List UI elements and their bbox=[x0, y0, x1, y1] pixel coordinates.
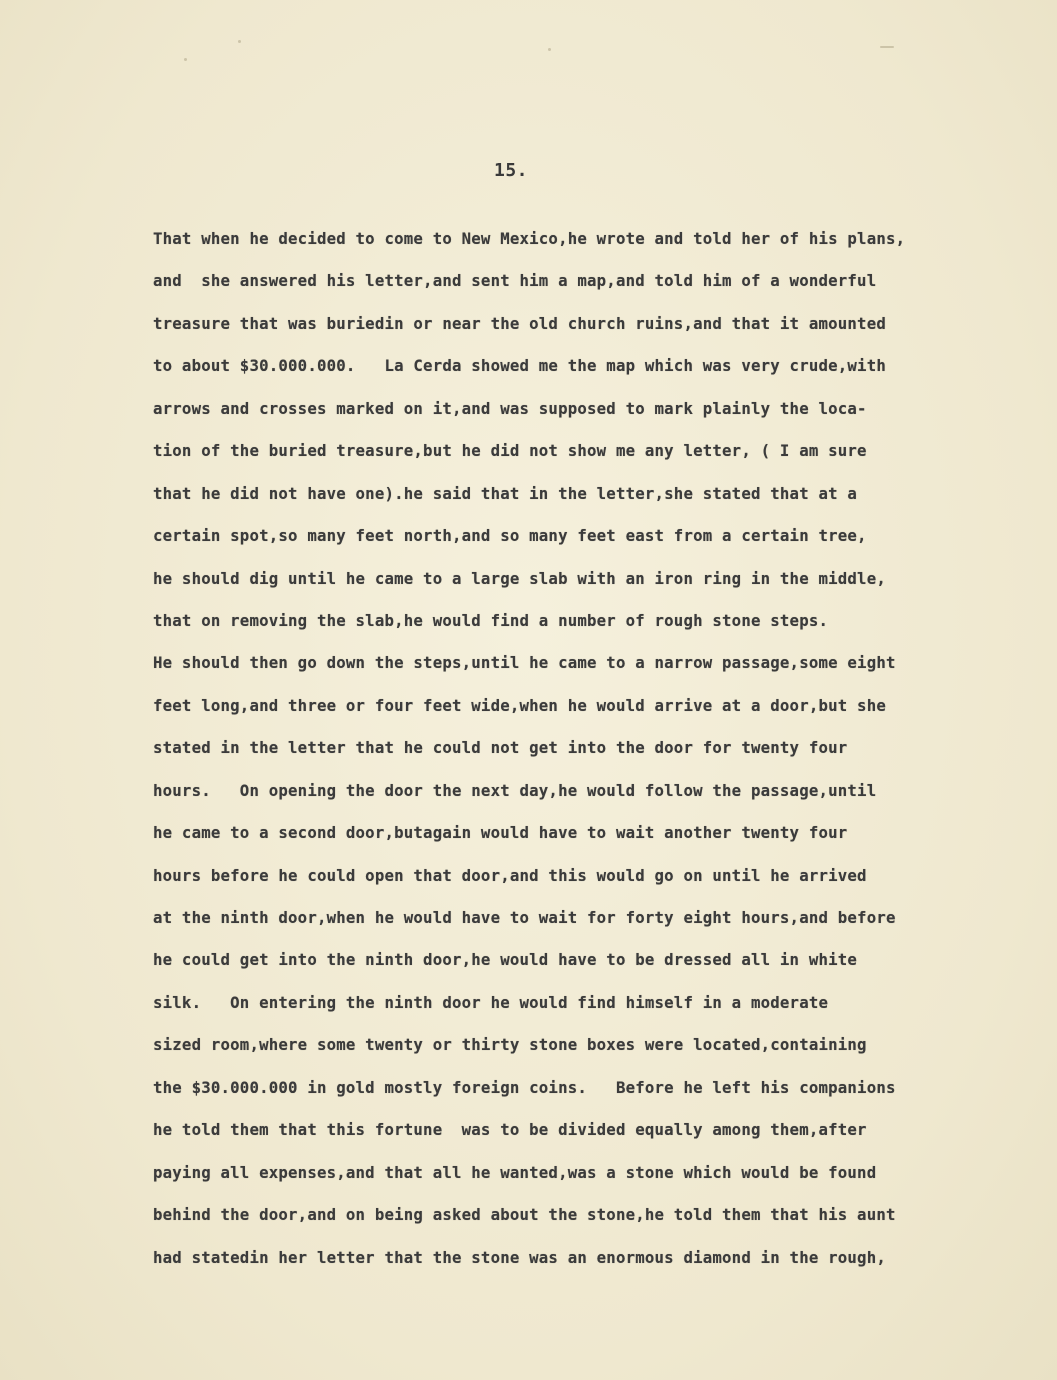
text-line: that he did not have one).he said that in the letter,she stated that at a bbox=[153, 483, 858, 503]
text-line: silk. On entering the ninth door he would find himself in a moderate bbox=[153, 992, 829, 1012]
text-line: certain spot,so many feet north,and so many feet east from a certain tree, bbox=[153, 526, 867, 546]
paper-speck bbox=[238, 40, 241, 43]
text-line: the $30.000.000 in gold mostly foreign coins. Before he left his companions bbox=[153, 1077, 896, 1097]
typed-body-text bbox=[153, 226, 1013, 1287]
text-line: tion of the buried treasure,but he did not show me any letter, ( I am sure bbox=[153, 441, 867, 461]
text-line: hours before he could open that door,and this would go on until he arrived bbox=[153, 865, 867, 885]
text-line: treasure that was buriedin or near the old church ruins,and that it amounted bbox=[153, 313, 886, 333]
text-line: behind the door,and on being asked about the stone,he told them that his aunt bbox=[153, 1205, 896, 1225]
text-line: feet long,and three or four feet wide,when he would arrive at a door,but she bbox=[153, 695, 886, 715]
text-line: he told them that this fortune was to be divided equally among them,after bbox=[153, 1120, 867, 1140]
text-line: had statedin her letter that the stone was an enormous diamond in the rough, bbox=[153, 1247, 886, 1267]
text-line: That when he decided to come to New Mexico,he wrote and told her of his plans, bbox=[153, 229, 906, 248]
text-line: at the ninth door,when he would have to wait for forty eight hours,and before bbox=[153, 908, 896, 927]
text-line: to about $30.000.000. La Cerda showed me the map which was very crude,with bbox=[153, 356, 886, 376]
text-line: sized room,where some twenty or thirty stone boxes were located,containing bbox=[153, 1035, 867, 1055]
text-line: hours. On opening the door the next day,he would follow the passage,until bbox=[153, 780, 877, 800]
text-line: arrows and crosses marked on it,and was supposed to mark plainly the loca- bbox=[153, 398, 867, 418]
paper-speck bbox=[880, 46, 894, 48]
text-line: stated in the letter that he could not get into the door for twenty four bbox=[153, 738, 848, 758]
text-line: and she answered his letter,and sent him a map,and told him of a wonderful bbox=[153, 271, 877, 291]
text-line: that on removing the slab,he would find a number of rough stone steps. bbox=[153, 610, 829, 630]
text-line: He should then go down the steps,until he came to a narrow passage,some eight bbox=[153, 653, 896, 673]
text-line: he came to a second door,butagain would have to wait another twenty four bbox=[153, 823, 848, 843]
page-number: 15. bbox=[494, 160, 529, 181]
paper-speck bbox=[184, 58, 187, 61]
text-line: he should dig until he came to a large slab with an iron ring in the middle, bbox=[153, 568, 886, 588]
text-line: he could get into the ninth door,he would have to be dressed all in white bbox=[153, 950, 858, 970]
text-line: paying all expenses,and that all he wanted,was a stone which would be found bbox=[153, 1162, 877, 1182]
paper-speck bbox=[548, 48, 551, 51]
